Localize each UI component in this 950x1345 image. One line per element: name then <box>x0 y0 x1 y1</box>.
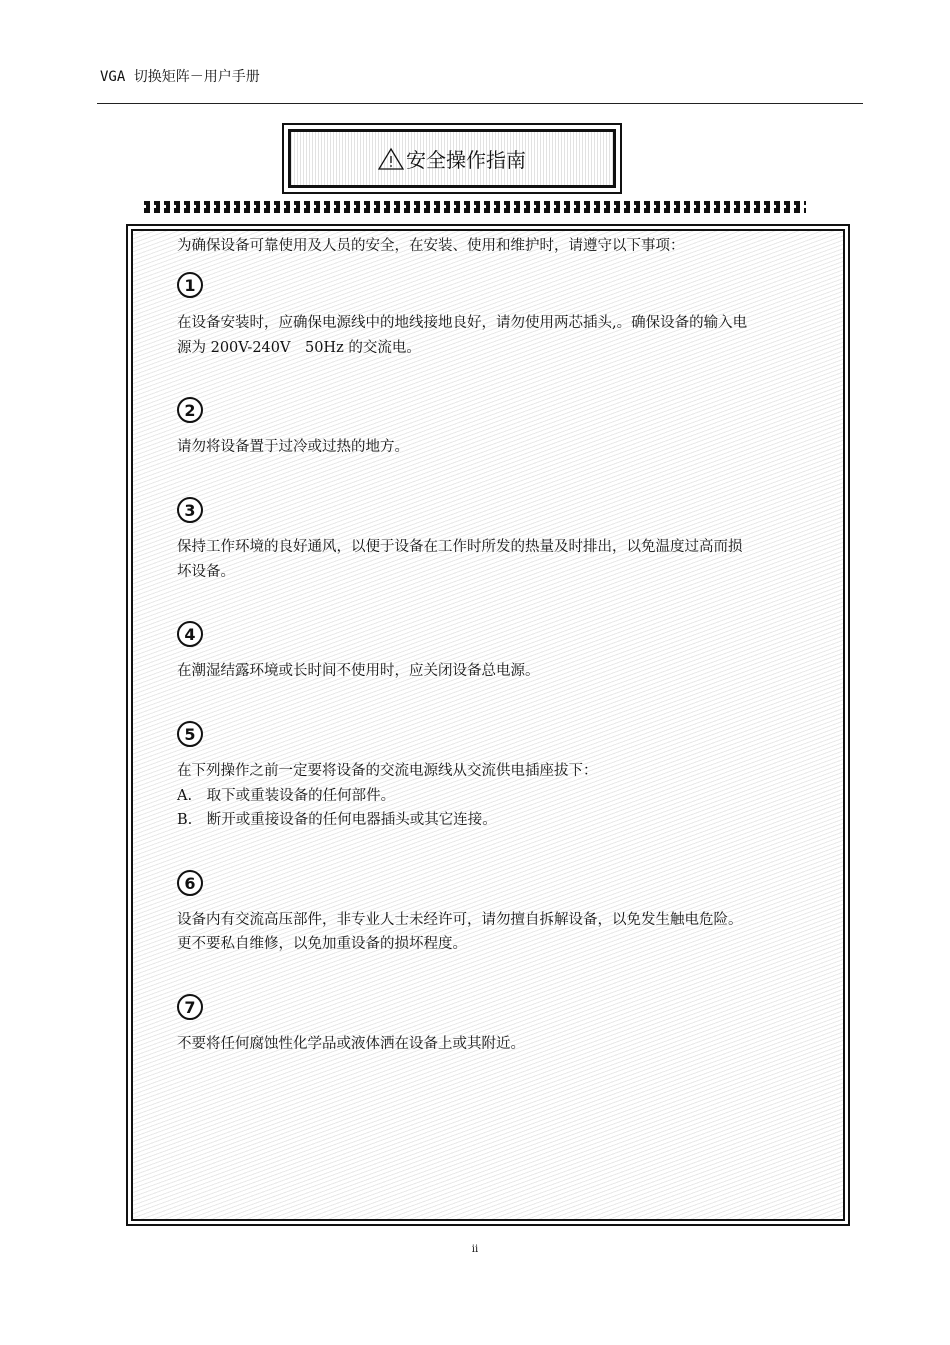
content-box <box>126 224 850 1226</box>
item-1-line-1: 在设备安装时，应确保电源线中的地线接地良好，请勿使用两芯插头,。确保设备的输入电 <box>177 315 748 331</box>
item-number-1: 1 <box>177 272 203 298</box>
header-rule <box>97 103 863 104</box>
content-box-inner <box>131 229 845 1221</box>
item-number-7: 7 <box>177 994 203 1020</box>
header-title: VGA 切换矩阵－用户手册 <box>100 69 260 85</box>
intro-text: 为确保设备可靠使用及人员的安全，在安装、使用和维护时，请遵守以下事项： <box>177 238 685 254</box>
item-number-4: 4 <box>177 621 203 647</box>
item-5-line-2: A. 取下或重装设备的任何部件。 <box>177 788 396 804</box>
warning-triangle-icon <box>378 147 404 171</box>
item-5-line-1: 在下列操作之前一定要将设备的交流电源线从交流供电插座拔下： <box>177 763 598 779</box>
item-2-line-1: 请勿将设备置于过冷或过热的地方。 <box>177 439 409 455</box>
item-4-line-1: 在潮湿结露环境或长时间不使用时，应关闭设备总电源。 <box>177 663 540 679</box>
item-6-line-1: 设备内有交流高压部件，非专业人士未经许可，请勿擅自拆解设备，以免发生触电危险。 <box>177 912 743 928</box>
page-number: ii <box>471 1244 479 1255</box>
item-6-line-2: 更不要私自维修，以免加重设备的损坏程度。 <box>177 936 467 952</box>
item-5-line-3: B. 断开或重接设备的任何电器插头或其它连接。 <box>177 812 497 828</box>
item-7-line-1: 不要将任何腐蚀性化学品或液体洒在设备上或其附近。 <box>177 1036 525 1052</box>
item-3-line-1: 保持工作环境的良好通风，以便于设备在工作时所发的热量及时排出，以免温度过高而损 <box>177 539 743 555</box>
decorative-border-row <box>144 201 806 213</box>
item-number-3: 3 <box>177 497 203 523</box>
item-3-line-2: 坏设备。 <box>177 564 235 580</box>
page-title: 安全操作指南 <box>406 148 526 172</box>
title-box-inner <box>288 129 616 188</box>
item-number-5: 5 <box>177 721 203 747</box>
title-wrap <box>378 144 526 173</box>
item-1-line-2: 源为 200V-240V 50Hz 的交流电。 <box>177 340 421 356</box>
title-box <box>282 123 622 194</box>
item-number-2: 2 <box>177 397 203 423</box>
item-number-6: 6 <box>177 870 203 896</box>
